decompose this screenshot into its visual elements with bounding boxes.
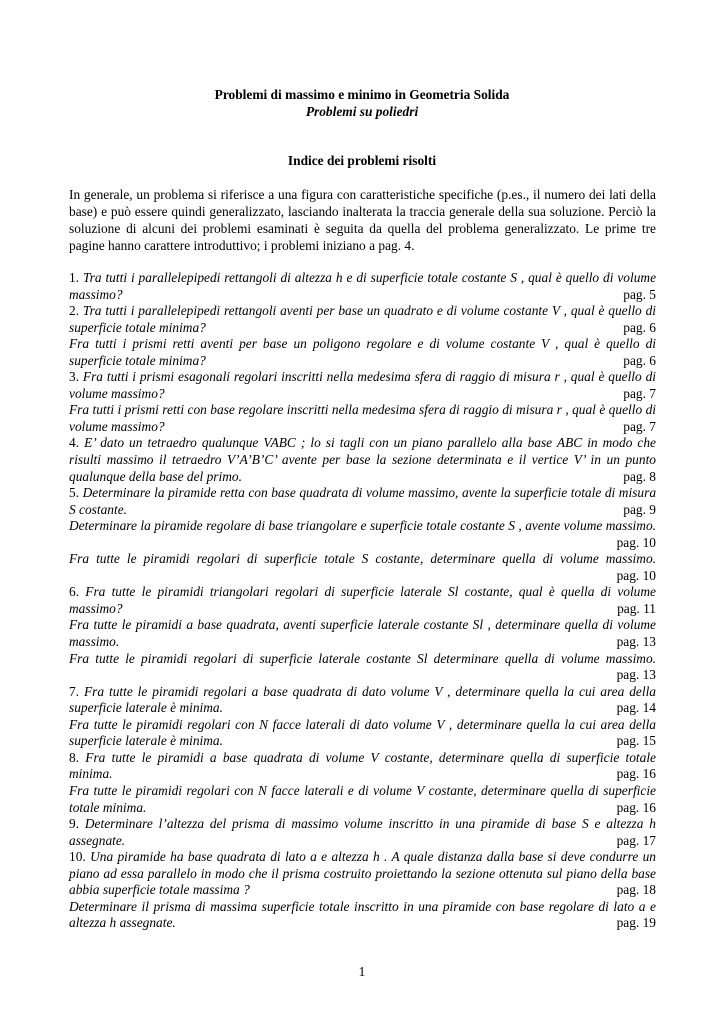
problem-text: Fra tutti i prismi esagonali regolari inscritti nella medesima sfera di raggio di misura r , qual è quello di volume massimo? — [69, 369, 656, 401]
problem-page-ref: pag. 18 — [611, 882, 656, 899]
problem-page-ref: pag. 7 — [617, 386, 656, 403]
problem-entry — [69, 717, 656, 750]
problem-page-ref: pag. 9 — [617, 502, 656, 519]
problem-number: 4. — [69, 435, 85, 451]
problem-page-ref: pag. 10 — [611, 568, 656, 585]
problem-entry — [69, 369, 656, 402]
problem-text: Fra tutte le piramidi regolari con N facce laterali e di volume V costante, determinare quella di superficie totale minima. — [69, 782, 656, 815]
problem-page-ref: pag. 17 — [611, 833, 656, 850]
problem-text: Determinare l’altezza del prisma di massimo volume inscritto in una piramide di base S e altezza h assegnate. — [69, 816, 656, 848]
problem-entry — [69, 849, 656, 899]
problem-page-ref: pag. 11 — [611, 601, 656, 618]
problem-entry — [69, 783, 656, 816]
problem-text: Fra tutte le piramidi a base quadrata di volume V costante, determinare quella di superficie totale minima. — [69, 749, 656, 782]
problem-text: Fra tutte le piramidi regolari di superficie totale S costante, determinare quella di volume massimo. — [69, 551, 656, 567]
problem-text: Determinare la piramide retta con base quadrata di volume massimo, avente la superficie totale di misura S costante. — [69, 485, 657, 517]
intro-text: In generale, un problema si riferisce a una figura con caratteristiche specifiche (p.es., il numero dei lati della base) e può essere quindi generalizzato, lasciando inalterata la traccia generale della sua soluzione. Perciò la soluzione di alcuni dei problemi esaminati è seguita da quella del problema generalizzato. Le prime tre pagine hanno carattere introduttivo; i problemi iniziano a pag. 4. — [69, 187, 656, 253]
problem-entry — [69, 518, 656, 551]
problem-number: 7. — [69, 683, 84, 699]
problem-text: Fra tutte le piramidi regolari a base quadrata di dato volume V , determinare quella la cui area della superficie laterale è minima. — [69, 683, 657, 716]
problem-number: 6. — [69, 584, 86, 600]
problem-entry — [69, 899, 656, 932]
problem-page-ref: pag. 7 — [617, 419, 656, 436]
problem-text: Fra tutte le piramidi triangolari regolari di superficie laterale Sl costante, qual è quella di volume massimo? — [69, 584, 656, 616]
problem-number: 2. — [69, 303, 83, 319]
problem-entry — [69, 684, 656, 717]
problem-entry — [69, 270, 656, 303]
problem-page-ref: pag. 10 — [611, 535, 656, 552]
problem-text: Fra tutti i prismi retti con base regolare inscritti nella medesima sfera di raggio di misura r , qual è quello di volume massimo? — [69, 402, 656, 434]
problem-text: Tra tutti i parallelepipedi rettangoli di altezza h e di superficie totale costante S , qual è quello di volume massimo? — [69, 270, 657, 302]
problem-page-ref: pag. 6 — [617, 320, 656, 337]
problem-page-ref: pag. 16 — [611, 766, 656, 783]
problem-number: 5. — [69, 485, 83, 501]
problem-number: 8. — [69, 749, 86, 765]
problem-entry — [69, 816, 656, 849]
intro-paragraph — [69, 186, 656, 254]
problem-entry — [69, 551, 656, 584]
problem-entry — [69, 435, 656, 485]
problem-page-ref: pag. 8 — [617, 469, 656, 486]
problem-page-ref: pag. 13 — [611, 634, 656, 651]
problem-entry — [69, 485, 656, 518]
problem-text: Fra tutte le piramidi regolari con N facce laterali di dato volume V , determinare quella la cui area della superficie laterale è minima. — [69, 716, 656, 749]
problem-page-ref: pag. 13 — [611, 667, 656, 684]
problem-text: E’ dato un tetraedro qualunque VABC ; lo si tagli con un piano parallelo alla base ABC in modo che risulti massimo il tetraedro V’A’B’C’ avente per base la sezione determinata e il vertice V’ in un punto qualunque della base del primo. — [69, 435, 656, 484]
problem-entry — [69, 303, 656, 336]
problem-entry — [69, 336, 656, 369]
problem-text: Una piramide ha base quadrata di lato a e altezza h . A quale distanza dalla base si deve condurre un piano ad essa parallelo in modo che il prisma costruito proiettando la sezione ottenuta sul piano della base abbia superficie totale massima ? — [69, 849, 656, 898]
page-number: 1 — [358, 964, 366, 979]
problem-entry — [69, 617, 656, 650]
problem-page-ref: pag. 19 — [611, 915, 656, 932]
problem-page-ref: pag. 5 — [617, 287, 656, 304]
problem-text: Determinare la piramide regolare di base triangolare e superficie totale costante S , avente volume massimo. — [69, 518, 656, 534]
problem-page-ref: pag. 6 — [617, 353, 656, 370]
document-subtitle: Problemi su poliedri — [305, 104, 419, 119]
problem-index-list — [69, 270, 656, 932]
problem-entry — [69, 584, 656, 617]
problem-page-ref: pag. 14 — [611, 700, 656, 717]
problem-entry — [69, 402, 656, 435]
problem-text: Fra tutte le piramidi regolari di superficie laterale costante Sl determinare quella di volume massimo. — [69, 650, 656, 666]
problem-page-ref: pag. 15 — [611, 733, 656, 750]
problem-text: Tra tutti i parallelepipedi rettangoli aventi per base un quadrato e di volume costante V , qual è quello di superficie totale minima? — [69, 303, 656, 335]
problem-number: 9. — [69, 816, 85, 832]
problem-number: 3. — [69, 369, 83, 385]
problem-text: Fra tutte le piramidi a base quadrata, aventi superficie laterale costante Sl , determinare quella di volume massimo. — [69, 617, 656, 650]
index-heading: Indice dei problemi risolti — [287, 153, 437, 168]
problem-text: Fra tutti i prismi retti aventi per base un poligono regolare e di volume costante V , qual è quello di superficie totale minima? — [69, 336, 656, 368]
problem-entry — [69, 651, 656, 684]
problem-text: Determinare il prisma di massima superficie totale inscritto in una piramide con base regolare di lato a e altezza h assegnate. — [69, 898, 656, 931]
problem-page-ref: pag. 16 — [611, 800, 656, 817]
problem-number: 1. — [69, 270, 83, 285]
document-title: Problemi di massimo e minimo in Geometria Solida — [214, 87, 510, 102]
problem-number: 10. — [69, 849, 91, 865]
problem-entry — [69, 750, 656, 783]
